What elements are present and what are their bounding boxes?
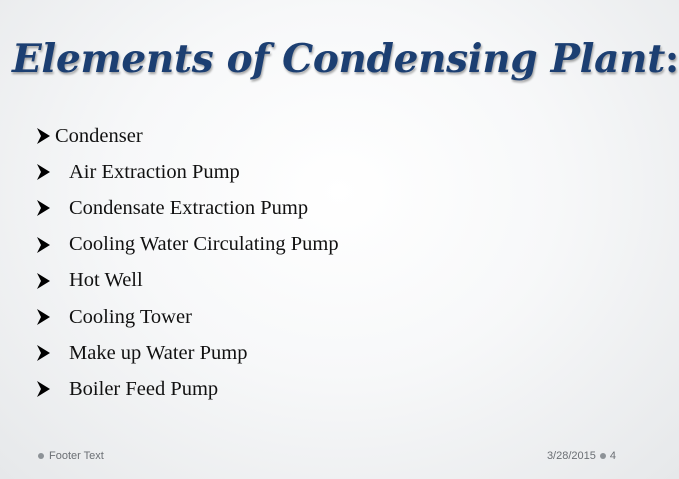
title-text: Elements of Condensing Plant (12, 36, 665, 82)
footer-left (38, 450, 104, 462)
arrow-bullet-icon (36, 234, 51, 256)
arrow-bullet-icon (36, 378, 51, 400)
page-number: 4 (609, 450, 616, 462)
arrow-bullet-icon (36, 125, 51, 147)
arrow-bullet-icon (36, 342, 51, 364)
footer-dot-icon (38, 453, 44, 459)
footer-text: Footer Text (49, 450, 104, 462)
list-item-label: Cooling Water Circulating Pump (69, 233, 339, 256)
list-item-label: Cooling Tower (69, 305, 192, 328)
arrow-bullet-icon (36, 306, 51, 328)
list-item (36, 190, 339, 226)
list-item-label: Hot Well (69, 269, 143, 292)
list-item-label: Boiler Feed Pump (69, 377, 219, 400)
arrow-bullet-icon (36, 161, 51, 183)
arrow-bullet-icon (36, 270, 51, 292)
list-item (36, 154, 339, 190)
list-item-label: Make up Water Pump (69, 341, 248, 364)
list-item (36, 263, 339, 299)
list-item-label: Condensate Extraction Pump (69, 196, 309, 219)
title-colon: : (664, 36, 679, 82)
list-item (36, 118, 339, 154)
list-item-label: Air Extraction Pump (69, 160, 240, 183)
footer-right (547, 450, 616, 462)
footer-dot-icon (600, 453, 606, 459)
arrow-bullet-icon (36, 197, 51, 219)
list-item (36, 371, 339, 407)
bullet-list (36, 118, 339, 408)
footer-date: 3/28/2015 (546, 450, 596, 462)
slide-title (12, 36, 679, 82)
list-item-label: Condenser (55, 124, 143, 147)
list-item (36, 227, 339, 263)
list-item (36, 335, 339, 371)
list-item (36, 299, 339, 335)
